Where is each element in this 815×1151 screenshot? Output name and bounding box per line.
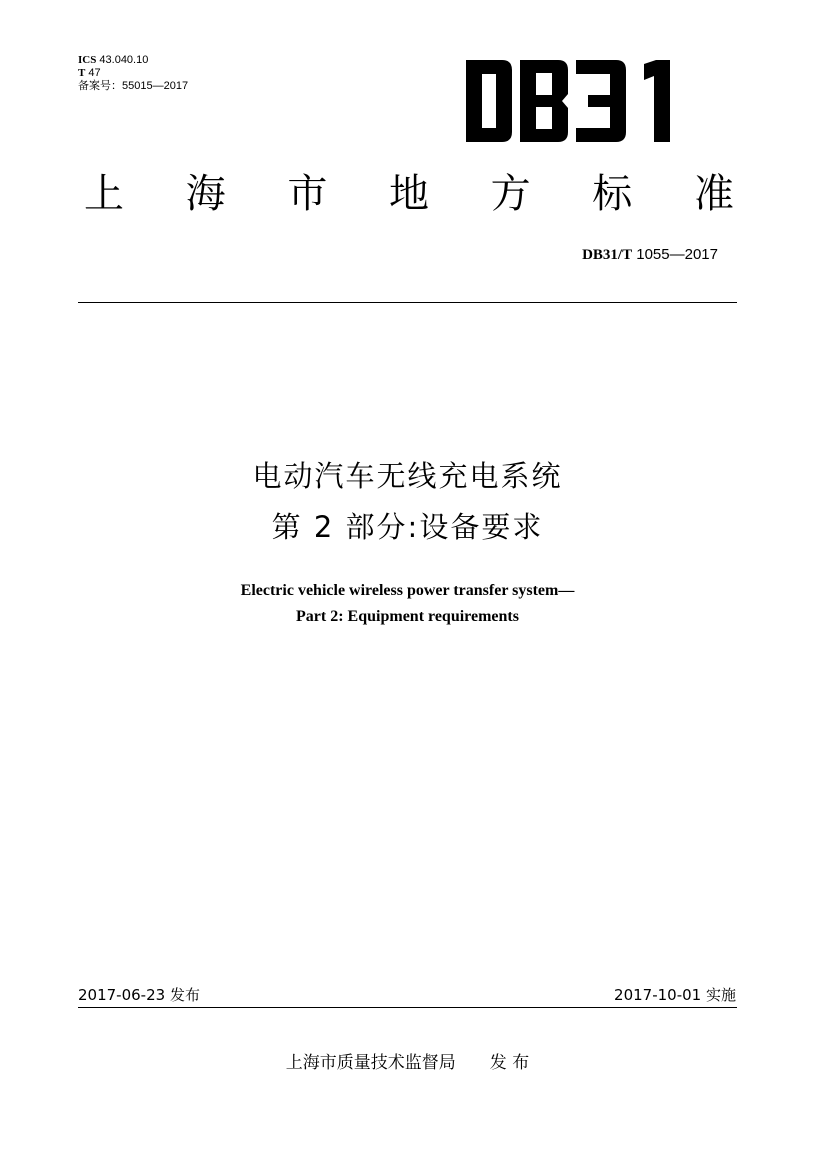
standard-type-char: 地: [388, 171, 429, 217]
metadata-block: [78, 54, 188, 93]
ics-label: ICS: [78, 54, 97, 66]
classification-label: T: [78, 67, 86, 79]
standard-number-prefix: DB31/T: [582, 247, 633, 263]
footer-divider: [78, 1007, 737, 1008]
publisher-name: 上海市质量技术监督局: [285, 1053, 456, 1073]
issue-date: 2017-06-23 发布: [78, 986, 200, 1004]
ics-line: [78, 54, 188, 67]
filing-number: 备案号：55015—2017: [78, 80, 189, 92]
standard-number: [582, 246, 718, 264]
standard-number-value: 1055—2017: [636, 246, 718, 263]
standard-type-char: 方: [490, 171, 531, 217]
classification-code: 47: [88, 67, 101, 79]
title-zh-line2: 第 2 部分:设备要求: [271, 510, 544, 544]
publisher-action: 发 布: [489, 1053, 530, 1073]
publisher-line: [0, 1048, 815, 1073]
title-en-line2: Part 2: Equipment requirements: [296, 608, 519, 625]
title-en-line1: Electric vehicle wireless power transfer system—: [240, 582, 575, 599]
implementation-date: 2017-10-01 实施: [614, 986, 736, 1004]
db31-logo: [466, 60, 692, 142]
classification-line: [78, 67, 188, 80]
ics-code: 43.040.10: [99, 54, 149, 66]
standard-type-char: 标: [592, 171, 633, 217]
standard-type-char: 市: [287, 171, 328, 217]
standard-type-char: 上: [84, 171, 124, 217]
title-zh-line1: 电动汽车无线充电系统: [252, 459, 563, 493]
header-divider: [78, 302, 737, 303]
standard-type-title: [84, 166, 734, 222]
standard-type-char: 海: [185, 171, 226, 217]
standard-type-char: 准: [693, 171, 734, 217]
